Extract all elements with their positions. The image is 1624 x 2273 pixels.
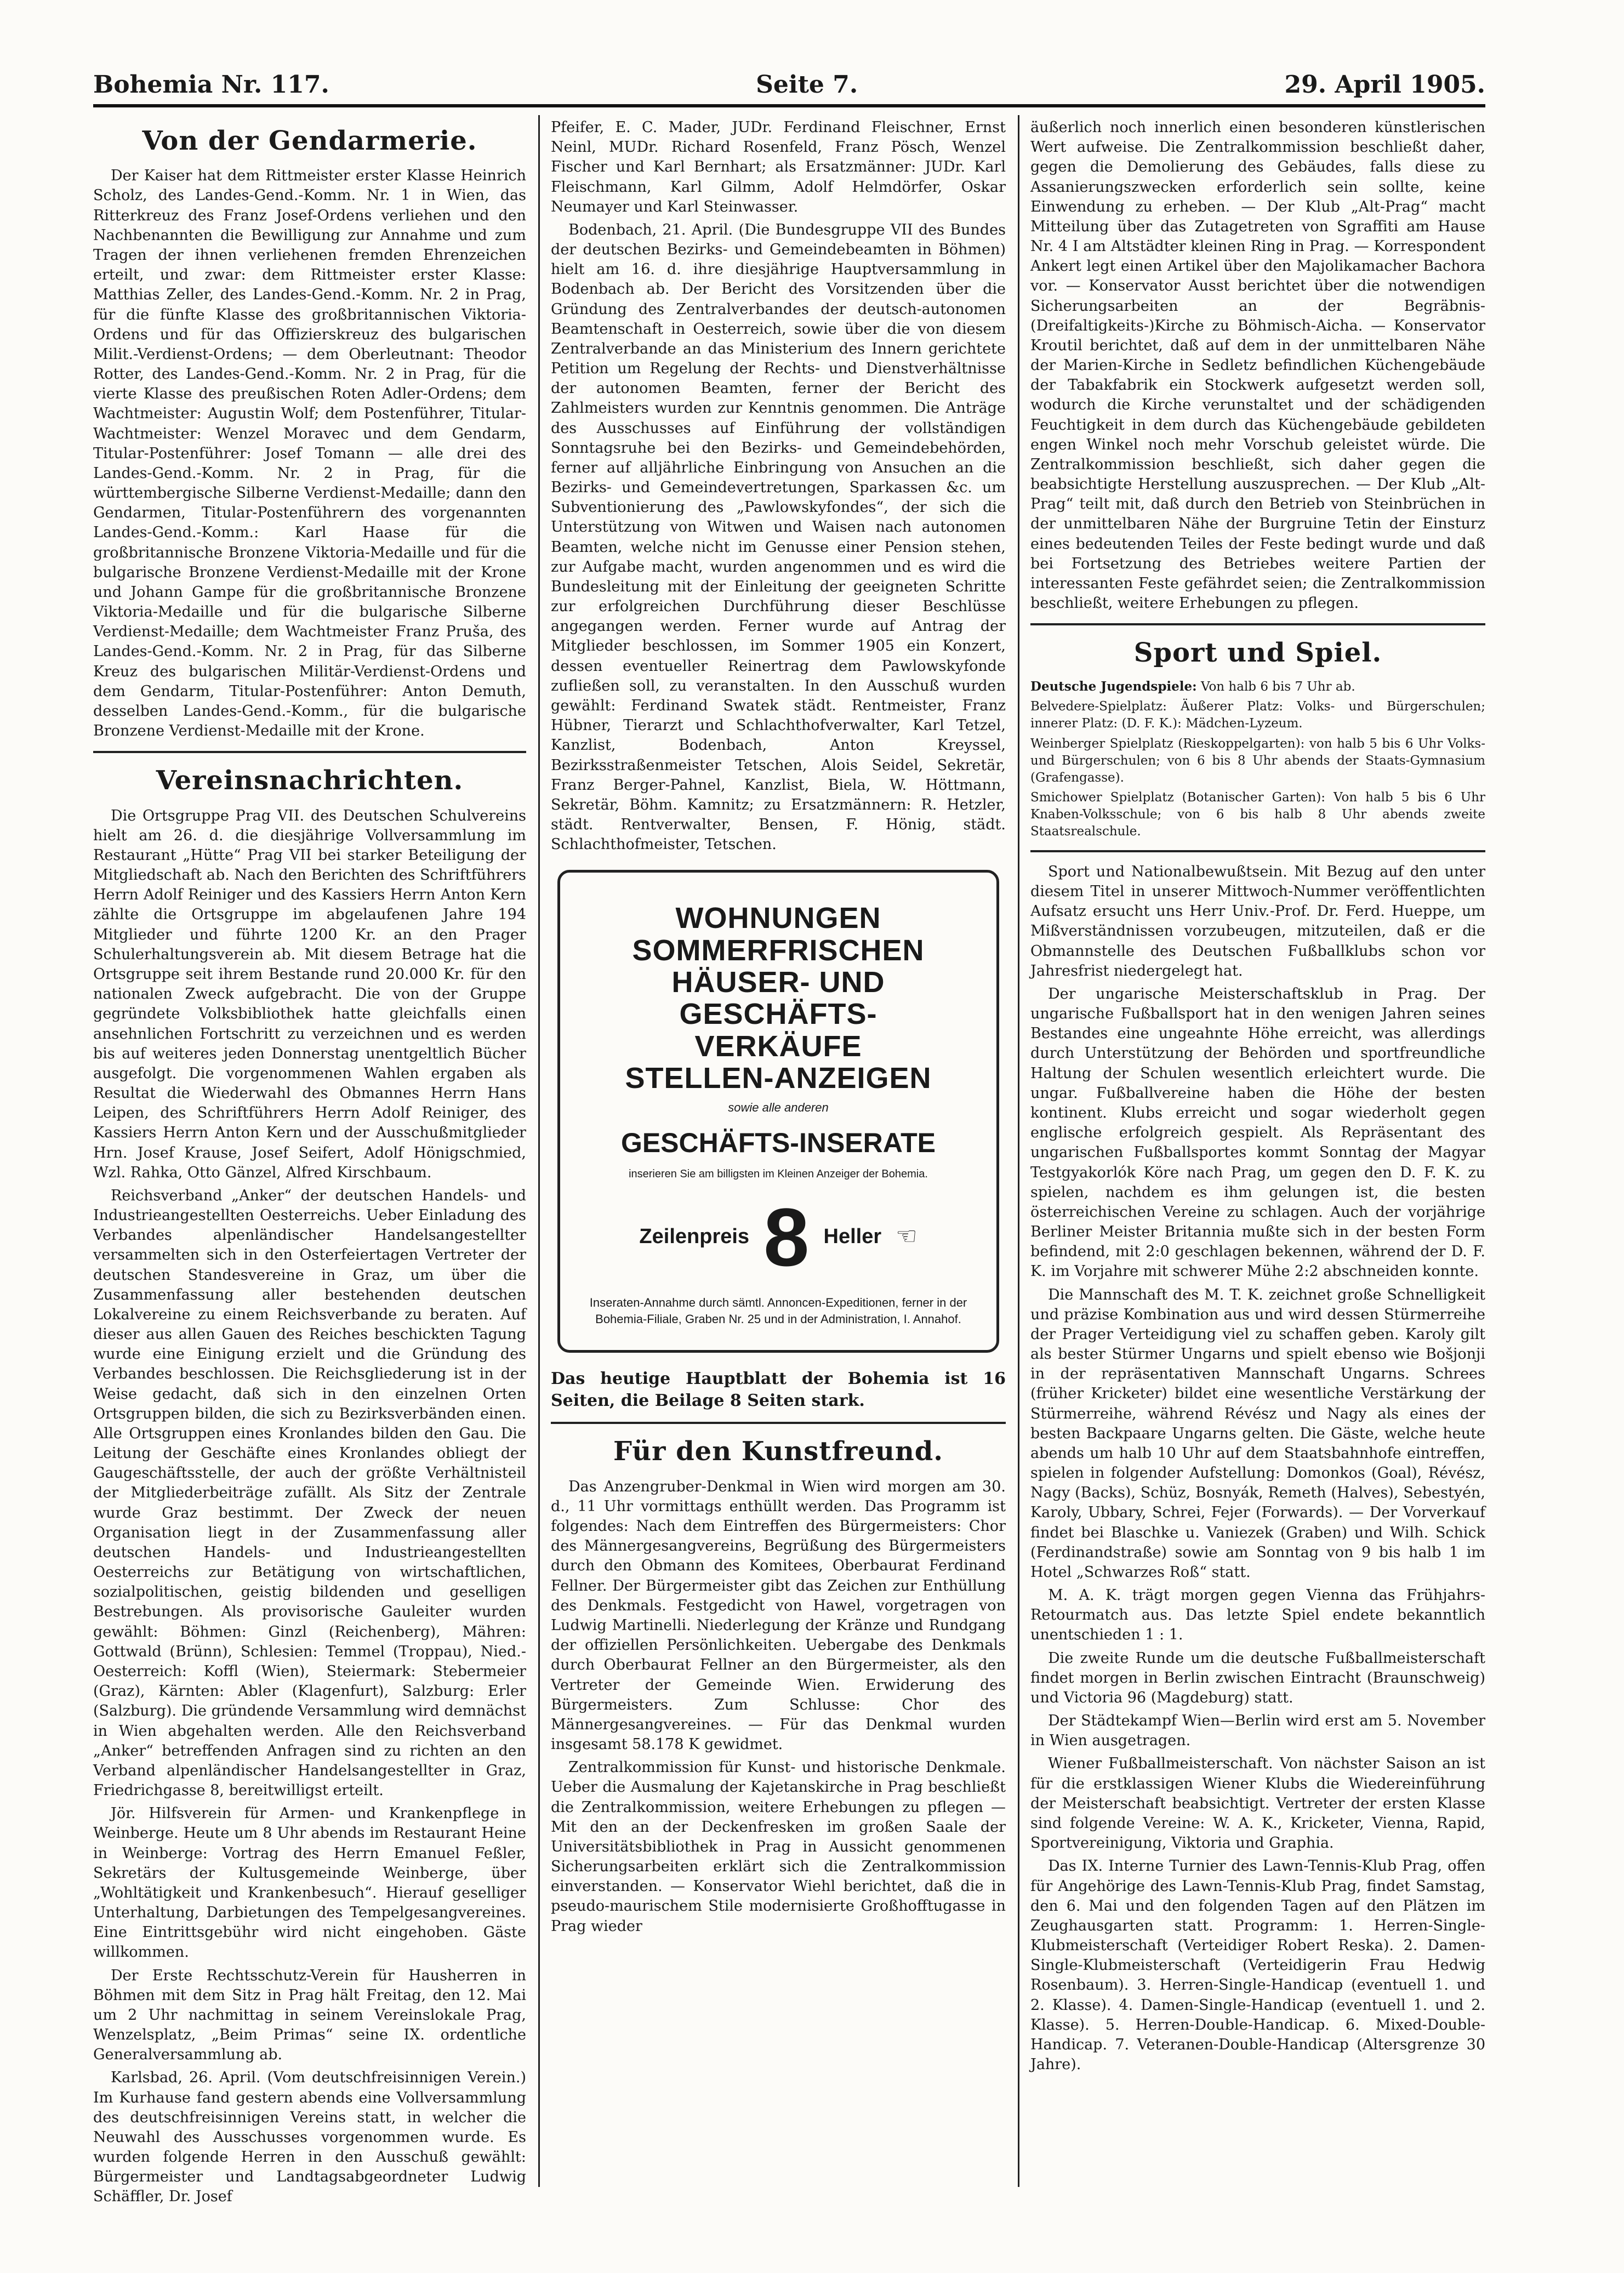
section-title-vereinsnachrichten: Vereinsnachrichten. [156, 765, 464, 796]
ad-footer: Inseraten-Annahme durch sämtl. Annoncen-Expeditionen, ferner in der Bohemia-Filiale, Graben Nr. 25 und in der Administration, I. Annahof. [589, 1295, 967, 1326]
article-mtk-mannschaft: Die Mannschaft des M. T. K. zeichnet große Schnelligkeit und präzise Kombination aus und wird dessen Stürmerreihe der Prager Verteidigung viel zu schaffen geben. Karoly gilt als bester Stürmer Ungarns und spielt ebenso wie Bošjonji in der repräsentativen Mannschaft Ungarns. Schrees (früher Kricketer) bildet eine wesentliche Verstärkung der Stürmerreihe, während Révész und Nagy als eines der besten Backpaare Ungarns gelten. Die Gäste, welche heute abends um halb 10 Uhr auf dem Staatsbahnhofe eintreffen, spielen in folgender Aufstellung: Domonkos (Goal), Révész, Nagy (Backs), Schüz, Bosnyák, Remeth (Halves), Sebestyén, Karoly, Ubbary, Schrei, Fejer (Forwards). — Der Vorverkauf findet bei Blaschke u. Vaniezek (Graben) und Wilh. Schick (Ferdinandstraße) sowie am Sonntag von 9 bis halb 1 im Hotel „Schwarzes Roß“ statt. [1030, 1286, 1485, 1581]
article-staedtekampf: Der Städtekampf Wien—Berlin wird erst am 5. November in Wien ausgetragen. [1030, 1712, 1485, 1750]
masthead-rule [93, 104, 1485, 107]
article-gendarmerie: Der Kaiser hat dem Rittmeister erster Klasse Heinrich Scholz, des Landes-Gend.-Komm. Nr. 1 in Wien, das Ritterkreuz des Franz Josef-Ordens verliehen und den Nachbenannten die Bewilligung zur Annahme und zum Tragen der ihnen verliehenen fremden Ehrenzeichen erteilt, und zwar: dem Rittmeister erster Klasse: Matthias Zeller, des Landes-Gend.-Komm. Nr. 2 in Prag, für die fünfte Klasse des großbritannischen Viktoria-Ordens und für das Offizierskreuz des bulgarischen Milit.-Verdienst-Ordens; — dem Oberleutnant: Theodor Rotter, des Landes-Gend.-Komm. Nr. 2 in Prag, für die vierte Klasse des preußischen Roten Adler-Ordens; dem Wachtmeister: Augustin Wolf; dem Postenführer, Titular-Wachtmeister: Wenzel Moravec und dem Gendarm, Titular-Postenführer: Josef Tomann — alle drei des Landes-Gend.-Komm. Nr. 2 in Prag, für die württembergische Silberne Verdienst-Medaille; dann den Gendarmen, Titular-Postenführern des vorgenannten Landes-Gend.-Komm.: Karl Haase für die großbritannische Bronzene Viktoria-Medaille und für die bulgarische Bronzene Verdienst-Medaille mit der Krone und Johann Gampe für die großbritannische Bronzene Viktoria-Medaille und für die bulgarische Silberne Verdienst-Medaille; dem Wachtmeister Franz Pruša, des Landes-Gend.-Komm. Nr. 2 in Prag, für das Silberne Kreuz des bulgarischen Militär-Verdienst-Ordens und dem Gendarm, Titular-Postenführer: Anton Demuth, desselben Landes-Gend.-Komm., für die bulgarische Bronzene Verdienst-Medaille mit der Krone. [93, 167, 526, 740]
article-ungarischer-klub: Der ungarische Meisterschaftsklub in Prag. Der ungarische Fußballsport hat in den wenigen Jahren seines Bestandes eine ungeahnte Höhe erreicht, was allerdings durch Unterstützung der Behörden und sportfreundliche Haltung der Schulen wesentlich erleichtert wurde. Die ungar. Fußballvereine haben die Höhe der besten kontinent. Klubs erreicht und sogar wiederholt gegen englische erfolgreich gespielt. Als Repräsentant des ungarischen Fußballsportes kommt Sonntag der Magyar Testgyakorlók Köre nach Prag, um gegen den D. F. K. zu spielen, nachdem es ihm gelungen ist, die besten österreichischen Vereine zu schlagen. Auch der vorjährige Berliner Meister Britannia mußte sich in der besten Form befindend, mit 2:0 geschlagen bekennen, während der D. F. K. im Vorjahre mit schwerer Mühe 2:2 abschneiden konnte. [1030, 985, 1485, 1280]
column-1 [93, 118, 526, 2206]
section-divider [93, 751, 526, 753]
section-title-kunstfreund: Für den Kunstfreund. [613, 1436, 944, 1467]
jugendspiele-intro [1030, 679, 1485, 696]
jugendspiele-time: Von halb 6 bis 7 Uhr ab. [1200, 679, 1355, 694]
column-divider [538, 115, 540, 2187]
ad-price-label: Zeilenpreis [639, 1225, 750, 1249]
section-divider [551, 1422, 1006, 1424]
schedule-smichow: Smichower Spielplatz (Botanischer Garten): Von halb 5 bis 6 Uhr Knaben-Volksschule; von 6 bis halb 8 Uhr abends zweite Staatsrealschule. [1030, 790, 1485, 839]
ad-line-sommerfrischen: SOMMERFRISCHEN [632, 933, 925, 967]
ad-price-number: 8 [763, 1190, 810, 1283]
pointing-hand-icon: ☜ [896, 1223, 918, 1250]
article-rechtsschutz-verein: Der Erste Rechtsschutz-Verein für Hausherren in Böhmen mit dem Sitz in Prag hält Freitag, den 12. Mai um 2 Uhr nachmittag in seinem Vereinslokale Prag, Wenzelsplatz, „Beim Primas“ seine IX. ordentliche Generalversammlung ab. [93, 1967, 526, 2064]
ad-price-row [577, 1190, 980, 1283]
ad-line-verkaeufe: VERKÄUFE [694, 1029, 862, 1063]
ad-line-wohnungen: WOHNUNGEN [675, 902, 881, 935]
article-hilfsverein: Jör. Hilfsverein für Armen- und Krankenpflege in Weinberge. Heute um 8 Uhr abends im Restaurant Heine in Weinberge: Vortrag des Herrn Emanuel Feßler, Sekretärs der Kultusgemeinde Weinberge, über „Wohltätigkeit und Krankenbesuch“. Hierauf geselliger Unterhaltung, Darbietungen des Tempelgesangvereines. Eine Eintrittsgebühr wird nicht eingehoben. Gäste willkommen. [93, 1805, 526, 1961]
column-2 [551, 118, 1006, 2179]
article-karlsbad: Karlsbad, 26. April. (Vom deutschfreisinnigen Verein.) Im Kurhause fand gestern abends eine Vollversammlung des deutschfreisinnigen Vereins statt, in welcher die Neuwahl des Ausschusses vorgenommen wurde. Es wurden folgende Herren in den Ausschuß gewählt: Bürgermeister und Landtagsabgeordneter Ludwig Schäffler, Dr. Josef [93, 2069, 526, 2206]
advertisement-box [557, 870, 999, 1353]
ad-price-unit: Heller [823, 1225, 882, 1249]
article-mak-vienna: M. A. K. trägt morgen gegen Vienna das Frühjahrs-Retourmatch aus. Das letzte Spiel endete bekanntlich unentschieden 1 : 1. [1030, 1587, 1485, 1644]
ad-line-haeuser: HÄUSER- UND GESCHÄFTS- [671, 965, 885, 1031]
section-divider [1030, 623, 1485, 625]
article-deutsche-meisterschaft: Die zweite Runde um die deutsche Fußballmeisterschaft findet morgen in Berlin zwischen Eintracht (Braunschweig) und Victoria 96 (Magdeburg) statt. [1030, 1649, 1485, 1706]
ad-line-stellen: STELLEN-ANZEIGEN [625, 1061, 932, 1095]
column-3 [1030, 118, 1485, 2179]
article-wiener-meisterschaft: Wiener Fußballmeisterschaft. Von nächster Saison an ist für die erstklassigen Wiener Klubs die Wiedereinführung der Meisterschaft beabsichtigt. Vertreter der ersten Klasse sind folgende Vereine: W. A. K., Kricketer, Vienna, Rapid, Sportvereinigung, Viktoria und Graphia. [1030, 1755, 1485, 1852]
section-title-gendarmerie: Von der Gendarmerie. [142, 126, 477, 156]
ad-small-text: sowie alle anderen [728, 1101, 829, 1115]
article-anzengruber: Das Anzengruber-Denkmal in Wien wird morgen am 30. d., 11 Uhr vormittags enthüllt werden. Das Programm ist folgendes: Nach dem Eintreffen des Bürgermeisters: Chor des Männergesangvereins, Begrüßung des Bürgermeisters durch den Obmann des Komitees, Oberbaurat Ferdinand Fellner. Der Bürgermeister gibt das Zeichen zur Enthüllung des Denkmals. Festgedicht von Hawel, vorgetragen von Ludwig Martinelli. Niederlegung der Kränze und Rundgang der offiziellen Persönlichkeiten. Uebergabe des Denkmals durch Oberbaurat Fellner an den Bürgermeister, als den Vertreter der Gemeinde Wien. Erwiderung des Bürgermeisters. Zum Schlusse: Chor des Männergesangvereines. — Für das Denkmal wurden insgesamt 58.178 K gewidmet. [551, 1478, 1006, 1753]
section-title-sport: Sport und Spiel. [1133, 637, 1382, 669]
article-nationalbewusstsein: Sport und Nationalbewußtsein. Mit Bezug auf den unter diesem Titel in unserer Mittwoch-Nummer veröffentlichten Aufsatz ersucht uns Herr Univ.-Prof. Dr. Ferd. Hueppe, um Mißverständnissen vorzubeugen, mitzuteilen, daß er die Obmannstelle des Deutschen Fußballklubs schon vor Jahresfrist niedergelegt hat. [1030, 863, 1485, 979]
column-divider [1018, 115, 1019, 2187]
page-number: Seite 7. [756, 71, 858, 99]
article-bodenbach: Bodenbach, 21. April. (Die Bundesgruppe VII des Bundes der deutschen Bezirks- und Gemeindebeamten in Böhmen) hielt am 16. d. ihre diesjährige Hauptversammlung in Bodenbach ab. Der Bericht des Vorsitzenden über die Gründung des Zentralverbandes der deutsch-autonomen Beamtenschaft in Oesterreich, sowie über die von diesem Zentralverbande an das Ministerium des Innern gerichtete Petition um Regelung der Rechts- und Dienstverhältnisse der autonomen Beamten, ferner der Bericht des Zahlmeisters wurden zur Kenntnis genommen. Die Anträge des Ausschusses auf Einführung der vollständigen Sonntagsruhe bei den Bezirks- und Gemeindebehörden, ferner auf alljährliche Einbringung von Ansuchen an die Bezirks- und Gemeindevertretungen, Sparkassen &c. um Subventionierung des „Pawlowskyfondes“, der sich die Unterstützung von Witwen und Waisen nach autonomen Beamten, welche nicht im Genusse einer Pension stehen, zur Aufgabe macht, wurden angenommen und es wird die Bundesleitung mit der Einleitung der geeigneten Schritte zur erfolgreichen Durchführung dieser Beschlüsse angegangen werden. Ferner wurde auf Antrag der Mitglieder beschlossen, im Sommer 1905 ein Konzert, dessen eventueller Reinertrag dem Pawlowskyfonde zufließen soll, zu veranstalten. In den Ausschuß wurden gewählt: Ferdinand Swatek städt. Rentmeister, Franz Hübner, Tierarzt und Schlachthofverwalter, Karl Tetzel, Kanzlist, Bodenbach, Anton Kreyssel, Bezirksstraßenmeister Tetschen, Alois Seidel, Sekretär, Franz Berger-Pahnel, Kanzlist, Biela, W. Höttmann, Sekretär, Böhm. Kamnitz; zu Ersatzmännern: R. Hetzler, städt. Rentverwalter, Bensen, F. Hönig, städt. Schlachthofmeister, Tetschen. [551, 221, 1006, 853]
jugendspiele-label: Deutsche Jugendspiele: [1030, 679, 1197, 694]
issue-size-notice: Das heutige Hauptblatt der Bohemia ist 16 Seiten, die Beilage 8 Seiten stark. [551, 1369, 1006, 1411]
ad-geschaefts-inserate: GESCHÄFTS-INSERATE [620, 1127, 936, 1158]
article-continuation: äußerlich noch innerlich einen besonderen künstlerischen Wert aufweise. Die Zentralkommission beschließt daher, gegen die Demolierung des Gebäudes, falls diese zu Assanierungszwecken erforderlich sein sollte, keine Einwendung zu erheben. — Der Klub „Alt-Prag“ macht Mitteilung über das Zutagetreten von Sgraffiti am Hause Nr. 4 I am Altstädter kleinen Ring in Prag. — Korrespondent Ankert legt einen Artikel über den Majolikamacher Bachora vor. — Konservator Ausst berichtet über die notwendigen Sicherungsarbeiten an der Begräbnis- (Dreifaltigkeits-)Kirche zu Böhmisch-Aicha. — Konservator Kroutil berichtet, daß auf dem in der unmittelbaren Nähe der Marien-Kirche in Sedletz befindlichen Küchengebäude der Tabakfabrik ein Stockwerk aufgesetzt werden soll, wodurch die Kirche verunstaltet und der schädigenden Feuchtigkeit in dem durch das Küchengebäude gebildeten engen Winkel noch mehr Vorschub geleistet würde. Die Zentralkommission beschließt, sich daher gegen die beabsichtigte Herstellung auszusprechen. — Der Klub „Alt-Prag“ teilt mit, daß durch den Betrieb von Steinbrüchen in der unmittelbaren Nähe der Burgruine Tetin der Einsturz eines bedeutenden Teiles der Feste bedingt wurde und daß bei Fortsetzung des Betriebes weitere Partien der interessanten Feste gefährdet seien; die Zentralkommission beschließt, weitere Erhebungen zu pflegen. [1030, 119, 1485, 612]
schedule-weinberge: Weinberger Spielplatz (Rieskoppelgarten): von halb 5 bis 6 Uhr Volks- und Bürgerschulen; von 6 bis 8 Uhr abends der Staats-Gymnasium (Grafengasse). [1030, 737, 1485, 785]
issue-date: 29. April 1905. [1284, 71, 1485, 99]
ad-note: inserieren Sie am billigsten im Kleinen Anzeiger der Bohemia. [629, 1167, 928, 1180]
schedule-belvedere: Belvedere-Spielplatz: Äußerer Platz: Volks- und Bürgerschulen; innerer Platz: (D. F. K.): Mädchen-Lyzeum. [1030, 699, 1485, 731]
issue-number: Bohemia Nr. 117. [93, 71, 329, 99]
article-ortsgruppe-prag: Die Ortsgruppe Prag VII. des Deutschen Schulvereins hielt am 26. d. die diesjährige Vollversammlung im Restaurant „Hütte“ Prag VII bei starker Beteiligung der Mitgliedschaft ab. Nach den Berichten des Schriftführers Herrn Adolf Reiniger und des Kassiers Herrn Anton Kern zählte die Ortsgruppe im abgelaufenen Jahre 194 Mitglieder und führte 1200 Kr. an den Prager Schulerhaltungsverein ab. Mit diesem Betrage hat die Ortsgruppe seit ihrem Bestande rund 20.000 Kr. für den nationalen Zweck aufgebracht. Die von der Gruppe gegründete Volksbibliothek hatte gleichfalls einen ansehnlichen Fortschritt zu verzeichnen und es werden bis auf weiteres jeden Donnerstag unentgeltlich Bücher ausgefolgt. Die vorgenommenen Wahlen ergaben als Resultat die Wiederwahl des Obmannes Herrn Hans Leipen, des Schriftführers Herrn Adolf Reiniger, des Kassiers Herrn Anton Kern und der Ausschußmitglieder Hrn. Josef Krause, Josef Seifert, Adolf Hönigschmied, Wzl. Rahka, Otto Gänzel, Alfred Kirschbaum. [93, 807, 526, 1181]
article-continuation: Pfeifer, E. C. Mader, JUDr. Ferdinand Fleischner, Ernst Neinl, MUDr. Richard Rosenfeld, Franz Pösch, Wenzel Fischer und Karl Bernhart; als Ersatzmänner: JUDr. Karl Fleischmann, Karl Gilmm, Adolf Helmdörfer, Oskar Neumayer und Karl Steinwasser. [551, 119, 1006, 215]
article-reichsverband-anker: Reichsverband „Anker“ der deutschen Handels- und Industrieangestellten Oesterreichs. Ueber Einladung des Verbandes alpenländischer Handelsangestellter versammelten sich in den Osterfeiertagen Vertreter der deutschen Standesvereine in Graz, um über die Zusammenfassung aller bestehenden deutschen Lokalvereine zu einem Reichsverbande zu beraten. Auf dieser aus allen Gauen des Reiches beschickten Tagung wurde eine Einigung erzielt und die Gründung des Verbandes beschlossen. Die Reichsgliederung ist in der Weise gedacht, daß sich in den einzelnen Orten Ortsgruppen bilden, die sich zu Bezirksverbänden einen. Alle Ortsgruppen eines Kronlandes bilden den Gau. Die Leitung der Geschäfte eines Kronlandes obliegt der Gaugeschäftsstelle, der auch der größte Verhältnisteil der Mitgliederbeiträge zufällt. Als Sitz der Zentrale wurde Graz bestimmt. Der Zweck der neuen Organisation liegt in der Zusammenfassung aller deutschen Handels- und Industrieangestellten Oesterreichs zur Betätigung von wirtschaftlichen, sozialpolitischen, geistig bildenden und geselligen Bestrebungen. Als provisorische Gauleiter wurden gewählt: Böhmen: Ginzl (Reichenberg), Mähren: Gottwald (Brünn), Schlesien: Temmel (Troppau), Nied.-Oesterreich: Koffl (Wien), Steiermark: Stebermeier (Graz), Kärnten: Abler (Klagenfurt), Salzburg: Erler (Salzburg). Die gründende Versammlung wird demnächst in Wien abgehalten werden. Alle den Reichsverband „Anker“ betreffenden Anfragen sind zu richten an den Verband alpenländischer Handelsangestellter in Graz, Friedrichgasse 8, bereitwilligst erteilt. [93, 1187, 526, 1799]
section-divider [1030, 850, 1485, 852]
article-zentralkommission: Zentralkommission für Kunst- und historische Denkmale. Ueber die Ausmalung der Kajetanskirche in Prag beschließt die Zentralkommission, weitere Erhebungen zu pflegen — Mit den an der Deckenfresken im großen Saale der Universitätsbibliothek in Prag in Aussicht genommenen Sicherungsarbeiten erklärt sich die Zentralkommission einverstanden. — Konservator Wiehl berichtet, daß die in pseudo-maurischem Stile modernisierte Großhofftugasse in Prag wieder [551, 1759, 1006, 1935]
masthead [93, 60, 1485, 99]
article-lawn-tennis: Das IX. Interne Turnier des Lawn-Tennis-Klub Prag, offen für Angehörige des Lawn-Tennis-Klub Prag, findet Samstag, den 6. Mai und den folgenden Tagen auf den Plätzen im Zeughausgarten statt. Programm: 1. Herren-Single-Klubmeisterschaft (Verteidiger Robert Reska). 2. Damen-Single-Klubmeisterschaft (Verteidigerin Frau Hedwig Rosenbaum). 3. Herren-Single-Handicap (eventuell 1. und 2. Klasse). 4. Damen-Single-Handicap (eventuell 1. und 2. Klasse). 5. Herren-Double-Handicap. 6. Mixed-Double-Handicap. 7. Veteranen-Double-Handicap (Altersgrenze 30 Jahre). [1030, 1858, 1485, 2073]
